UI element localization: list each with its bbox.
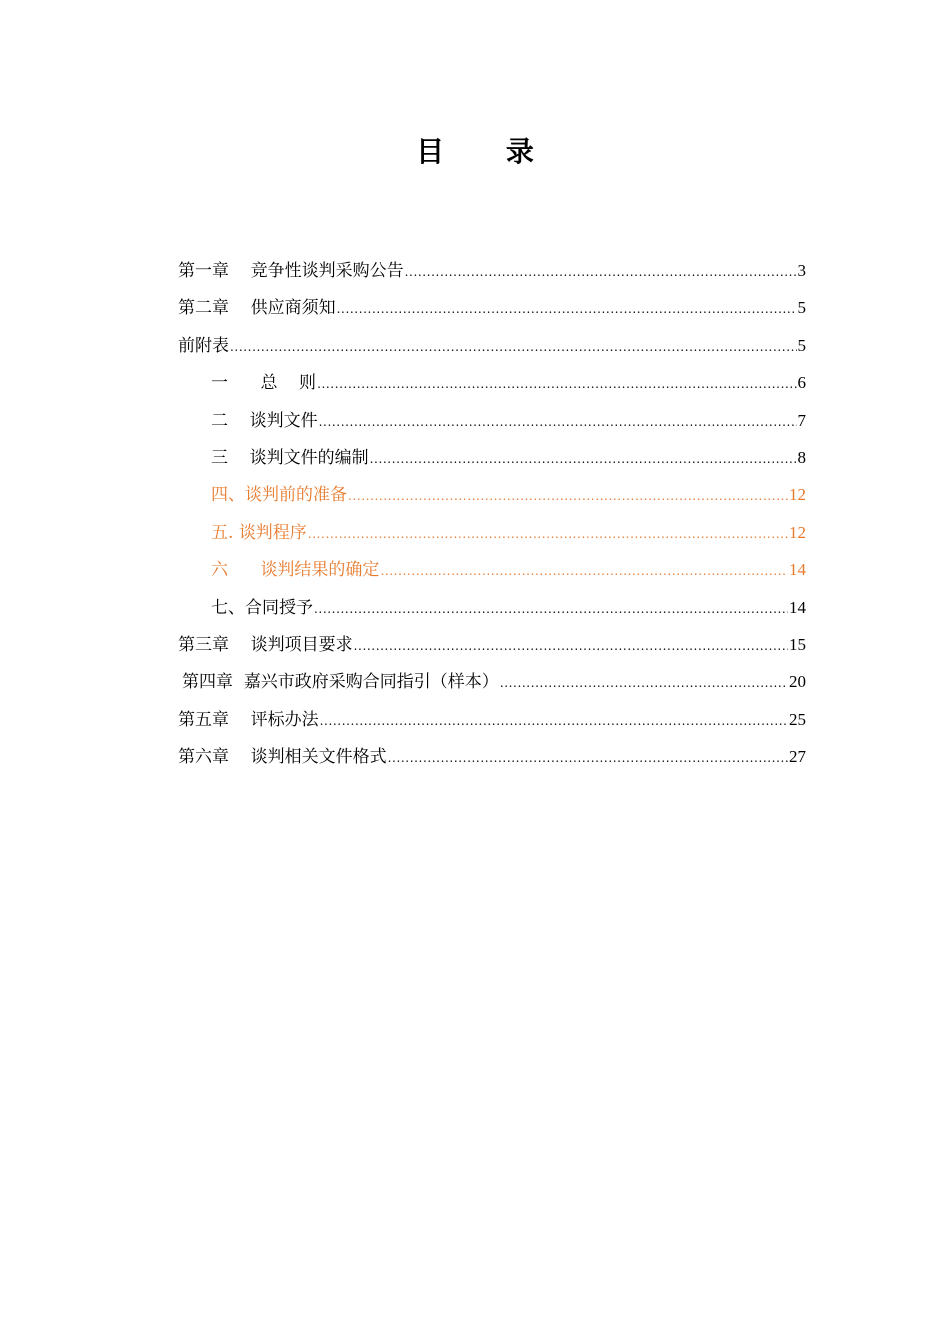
toc-dot-leader — [388, 740, 788, 777]
toc-entry[interactable] — [178, 551, 806, 588]
toc-entry-label: 合同授予 — [245, 597, 313, 618]
toc-page-number: 12 — [789, 522, 806, 542]
toc-entry-label: 谈判程序 — [238, 522, 307, 543]
toc-entry-number: 四、 — [211, 485, 245, 506]
toc-entry-number: 三 — [211, 447, 228, 468]
toc-entry-number: 第四章 — [182, 672, 233, 693]
toc-entry-number: 第二章 — [178, 298, 229, 319]
toc-entry-number: 二 — [211, 410, 228, 431]
toc-entry-label: 谈判前的准备 — [245, 485, 347, 506]
toc-dot-leader — [405, 254, 797, 291]
toc-dot-leader — [320, 703, 788, 740]
toc-entry-label: 谈判文件的编制 — [249, 447, 369, 468]
toc-dot-leader — [354, 628, 788, 665]
toc-page-number: 5 — [797, 335, 806, 355]
toc-entry-gap — [228, 440, 250, 477]
table-of-contents — [178, 252, 806, 775]
toc-entry[interactable] — [178, 738, 806, 775]
toc-page-number: 20 — [789, 672, 806, 692]
toc-entry-label: 谈判文件 — [249, 410, 318, 431]
toc-dot-leader — [319, 404, 797, 441]
toc-entry-label: 谈判项目要求 — [250, 634, 353, 655]
page-title: 目 录 — [416, 135, 560, 168]
toc-entry-gap — [229, 290, 251, 327]
toc-entry-label: 谈判结果的确定 — [260, 560, 380, 581]
toc-entry-gap — [229, 253, 251, 290]
toc-entry-gap — [229, 702, 251, 739]
toc-entry-gap — [228, 552, 260, 589]
toc-entry-label: 嘉兴市政府采购合同指引（样本） — [243, 672, 499, 693]
toc-entry-number: 六 — [211, 560, 228, 581]
toc-entry[interactable] — [178, 252, 806, 289]
toc-entry-number: 第一章 — [178, 261, 229, 281]
toc-page-number: 15 — [789, 634, 806, 654]
toc-page-number: 12 — [789, 485, 806, 505]
toc-entry[interactable] — [178, 439, 806, 476]
toc-page-number: 27 — [789, 747, 806, 767]
toc-entry[interactable] — [178, 402, 806, 439]
toc-entry-number: 七、 — [211, 597, 245, 618]
toc-entry[interactable] — [178, 589, 806, 626]
toc-dot-leader — [380, 553, 788, 590]
toc-dot-leader — [337, 291, 797, 328]
toc-entry-label: 谈判相关文件格式 — [250, 747, 387, 768]
toc-page-number: 6 — [797, 373, 806, 393]
toc-page-number: 25 — [789, 709, 806, 729]
toc-dot-leader — [348, 478, 788, 515]
toc-entry[interactable] — [178, 289, 806, 326]
toc-entry[interactable] — [178, 476, 806, 513]
toc-page-number: 14 — [789, 560, 806, 580]
toc-page-number: 7 — [797, 410, 806, 430]
toc-page-number: 8 — [797, 447, 806, 467]
toc-entry-label: 供应商须知 — [250, 298, 336, 319]
toc-entry-gap — [229, 627, 251, 664]
toc-entry[interactable] — [178, 364, 806, 401]
toc-entry-gap — [233, 664, 244, 701]
toc-page-number: 3 — [797, 261, 806, 280]
toc-entry-label: 竞争性谈判采购公告 — [250, 261, 404, 281]
toc-entry-label: 总 则 — [260, 373, 317, 394]
toc-entry[interactable] — [178, 514, 806, 551]
toc-entry-number: 一 — [211, 373, 228, 394]
toc-entry-number: 第五章 — [178, 709, 229, 730]
toc-entry-gap — [228, 403, 250, 440]
toc-dot-leader — [317, 366, 796, 403]
toc-entry-number: 第六章 — [178, 747, 229, 768]
toc-page-number: 14 — [789, 597, 806, 617]
toc-entry-number: 第三章 — [178, 634, 229, 655]
toc-entry[interactable] — [178, 663, 806, 700]
toc-entry[interactable] — [178, 327, 806, 364]
toc-dot-leader — [230, 329, 797, 366]
toc-entry-gap — [228, 365, 260, 402]
toc-page-number: 5 — [797, 298, 806, 318]
toc-entry-label: 前附表 — [178, 335, 229, 356]
toc-entry[interactable] — [178, 626, 806, 663]
toc-dot-leader — [308, 516, 788, 553]
toc-dot-leader — [370, 441, 797, 478]
toc-entry-label: 评标办法 — [250, 709, 319, 730]
toc-entry[interactable] — [178, 701, 806, 738]
toc-dot-leader — [314, 591, 788, 628]
toc-dot-leader — [500, 665, 788, 702]
toc-entry-gap — [229, 739, 251, 776]
toc-entry-number: 五. — [211, 522, 234, 543]
